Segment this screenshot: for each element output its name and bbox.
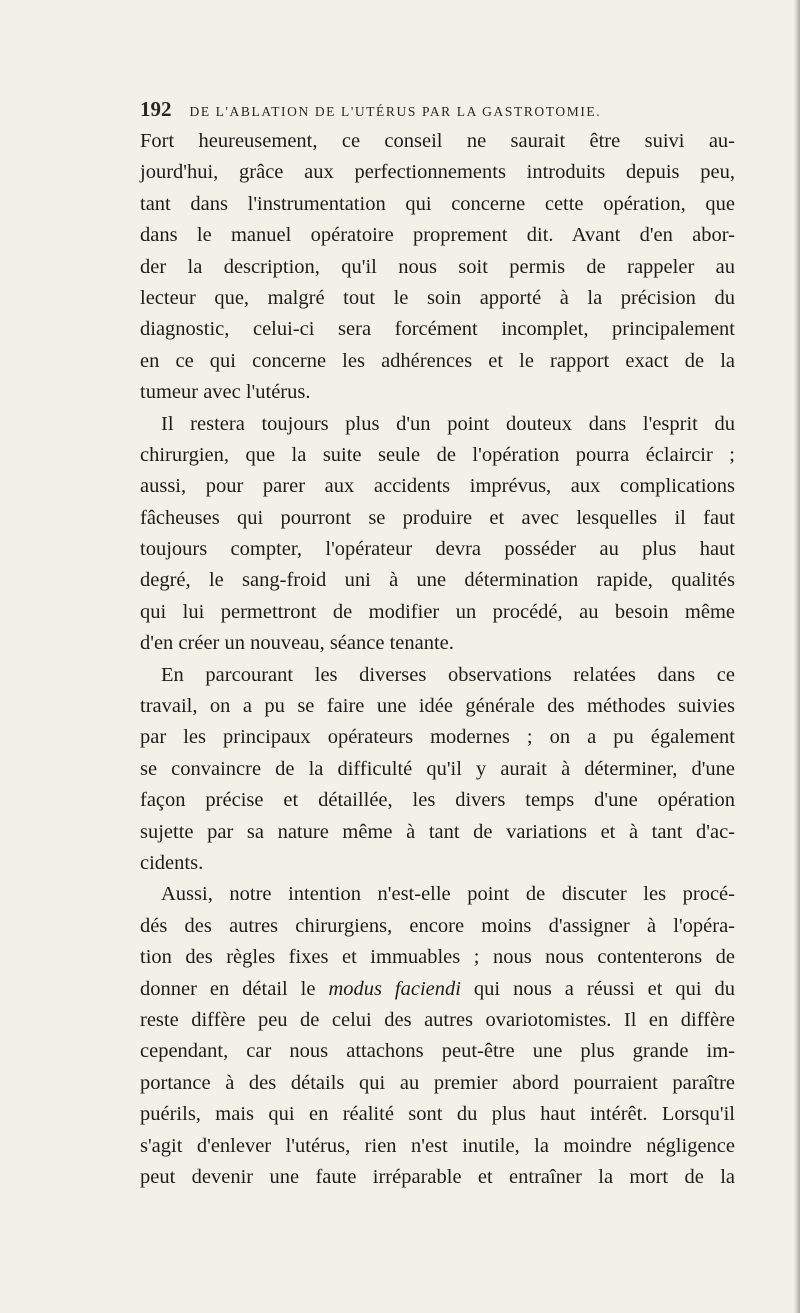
text-segment: donner en détail le xyxy=(140,977,329,1000)
text-line: fâcheuses qui pourront se produire et avec lesquelles il faut xyxy=(140,506,735,529)
body-text xyxy=(140,126,735,1193)
text-line: d'en créer un nouveau, séance tenante. xyxy=(140,632,454,655)
running-title: DE L'ABLATION DE L'UTÉRUS PAR LA GASTROTOMIE. xyxy=(189,104,602,119)
text-line: tion des règles fixes et immuables ; nous nous contenterons de xyxy=(140,946,735,969)
text-line: dés des autres chirurgiens, encore moins d'assigner à l'opéra- xyxy=(140,914,735,937)
text-line: tant dans l'instrumentation qui concerne cette opération, que xyxy=(140,192,735,215)
text-line: sujette par sa nature même à tant de variations et à tant d'ac- xyxy=(140,820,735,843)
running-header xyxy=(140,97,700,123)
text-line: chirurgien, que la suite seule de l'opération pourra éclaircir ; xyxy=(140,443,735,466)
text-line: s'agit d'enlever l'utérus, rien n'est inutile, la moindre négligence xyxy=(140,1134,735,1157)
text-line: en ce qui concerne les adhérences et le rapport exact de la xyxy=(140,349,735,372)
text-line: reste diffère peu de celui des autres ovariotomistes. Il en diffère xyxy=(140,1008,735,1031)
text-line: tumeur avec l'utérus. xyxy=(140,381,311,404)
text-line: Il restera toujours plus d'un point douteux dans l'esprit du xyxy=(161,412,735,435)
text-line: portance à des détails qui au premier abord pourraient paraître xyxy=(140,1071,735,1094)
text-line: cidents. xyxy=(140,851,204,874)
text-line: par les principaux opérateurs modernes ; on a pu également xyxy=(140,726,735,749)
italic-phrase: modus faciendi xyxy=(328,977,461,1000)
text-line: lecteur que, malgré tout le soin apporté à la précision du xyxy=(140,286,735,309)
text-line: aussi, pour parer aux accidents imprévus, aux complications xyxy=(140,475,735,498)
text-line: cependant, car nous attachons peut-être une plus grande im- xyxy=(140,1040,735,1063)
text-line: jourd'hui, grâce aux perfectionnements introduits depuis peu, xyxy=(140,161,735,184)
text-line-with-italic xyxy=(140,974,735,1005)
text-line: dans le manuel opératoire proprement dit. Avant d'en abor- xyxy=(140,224,735,247)
page-edge-shadow xyxy=(794,0,800,1313)
text-line: der la description, qu'il nous soit permis de rappeler au xyxy=(140,255,735,278)
paragraph-3 xyxy=(140,660,735,880)
text-line: toujours compter, l'opérateur devra posséder au plus haut xyxy=(140,538,735,561)
text-line: façon précise et détaillée, les divers temps d'une opération xyxy=(140,789,735,812)
text-line: diagnostic, celui-ci sera forcément incomplet, principalement xyxy=(140,318,735,341)
text-line: Aussi, notre intention n'est-elle point de discuter les procé- xyxy=(161,883,735,906)
text-line: puérils, mais qui en réalité sont du plus haut intérêt. Lorsqu'il xyxy=(140,1103,735,1126)
text-line: se convaincre de la difficulté qu'il y aurait à déterminer, d'une xyxy=(140,757,735,780)
text-line: peut devenir une faute irréparable et entraîner la mort de la xyxy=(140,1165,735,1188)
paragraph-4 xyxy=(140,879,735,1193)
paragraph-2 xyxy=(140,409,735,660)
text-line: qui lui permettront de modifier un procédé, au besoin même xyxy=(140,600,735,623)
page-number: 192 xyxy=(140,97,172,121)
text-line: travail, on a pu se faire une idée générale des méthodes suivies xyxy=(140,695,735,718)
paragraph-1 xyxy=(140,126,735,409)
text-line: degré, le sang-froid uni à une détermination rapide, qualités xyxy=(140,569,735,592)
text-segment: qui nous a réussi et qui du xyxy=(460,977,735,1000)
text-line: Fort heureusement, ce conseil ne saurait être suivi au- xyxy=(140,130,735,152)
text-line: En parcourant les diverses observations relatées dans ce xyxy=(161,663,735,686)
